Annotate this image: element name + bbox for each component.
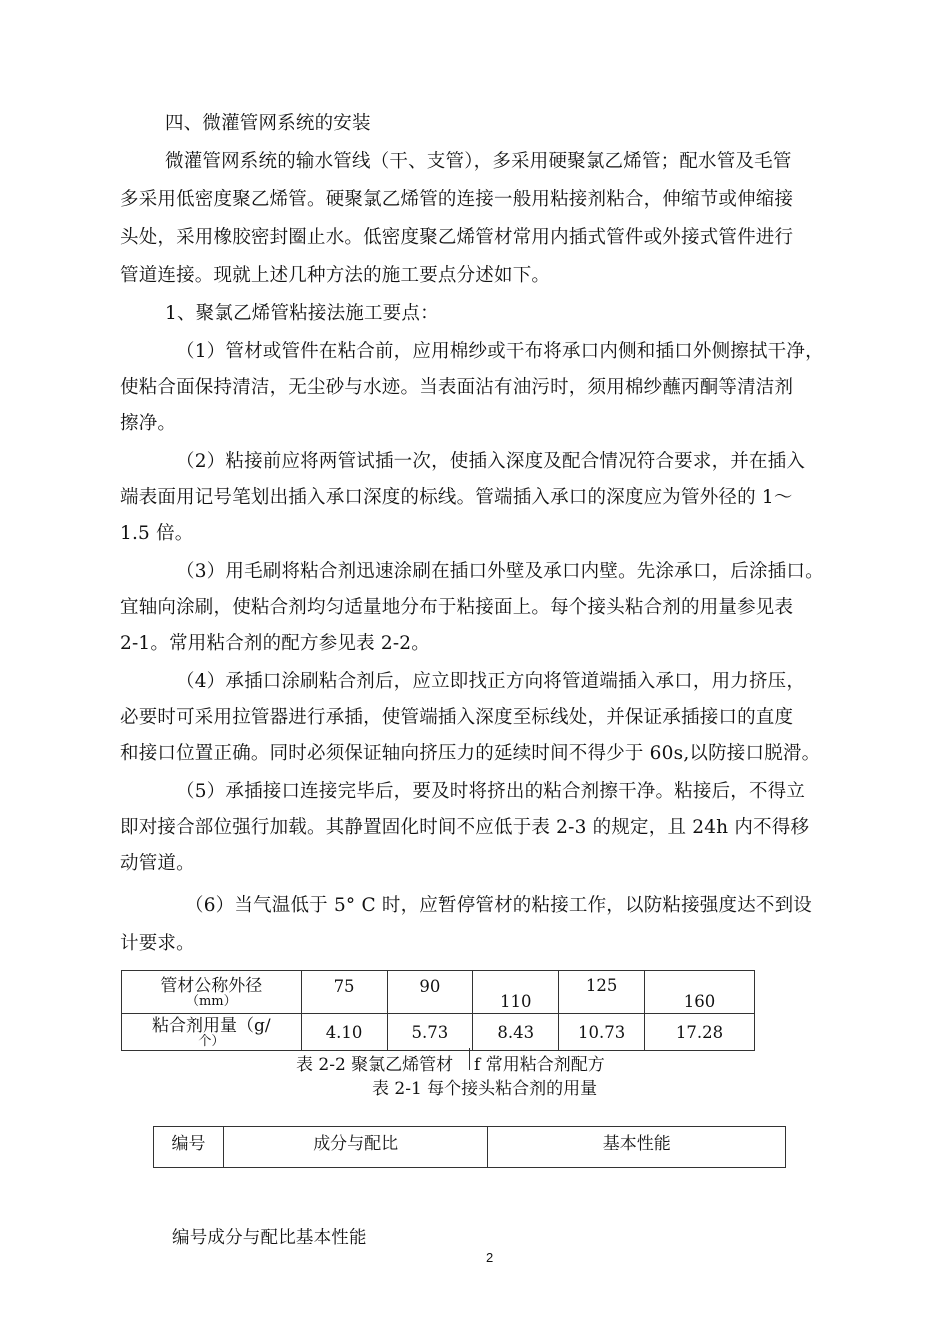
adhesive-formula-table [153,1126,786,1168]
table-cell: 8.43 [473,1014,559,1051]
step2-line-2: 端表面用记号笔划出插入承口深度的标线。管端插入承口的深度应为管外径的 1～ [120,487,793,508]
step5-line-3: 动管道。 [120,853,195,874]
intro-line-3: 头处，采用橡胶密封圈止水。低密度聚乙烯管材常用内插式管件或外接式管件进行 [120,227,794,248]
step1-line-1: （1）管材或管件在粘合前，应用棉纱或干布将承口内侧和插口外侧擦拭干净， [176,341,824,362]
table-row [122,971,755,1014]
row-unit-diameter: （mm） [185,994,237,1009]
subtitle: 1、聚氯乙烯管粘接法施工要点： [165,303,439,324]
table-cell: 5.73 [387,1014,473,1051]
table-row-header [122,971,302,1014]
footer-text: 编号成分与配比基本性能 [172,1228,367,1248]
table-cell: 10.73 [559,1014,645,1051]
caption-table-2-2-part1: 表 2-2 聚氯乙烯管材 [296,1055,454,1075]
table-header-cell: 编号 [154,1127,224,1168]
table-row [154,1127,786,1168]
section-title: 四、微灌管网系统的安装 [165,113,371,134]
table-header-cell: 基本性能 [488,1127,786,1168]
step1-line-2: 使粘合面保持清洁，无尘砂与水迹。当表面沾有油污时，须用棉纱蘸丙酮等清洁剂 [120,377,794,398]
table-cell: 75 [301,971,387,1014]
table-header-cell: 成分与配比 [223,1127,488,1168]
step2-line-1: （2）粘接前应将两管试插一次，使插入深度及配合情况符合要求，并在插入 [176,451,806,472]
row-label-amount: 粘合剂用量（g/ [152,1016,271,1036]
adhesive-usage-table [121,970,755,1051]
step2-line-3: 1.5 倍。 [120,523,194,544]
row-unit-amount: 个） [198,1034,225,1049]
intro-line-4: 管道连接。现就上述几种方法的施工要点分述如下。 [120,265,551,286]
table-cell: 160 [645,971,755,1014]
intro-line-2: 多采用低密度聚乙烯管。硬聚氯乙烯管的连接一般用粘接剂粘合，伸缩节或伸缩接 [120,189,794,210]
page-number: 2 [486,1250,494,1265]
step5-line-1: （5）承插接口连接完毕后，要及时将挤出的粘合剂擦干净。粘接后，不得立 [176,781,806,802]
caption-divider [469,1048,470,1070]
step5-line-2: 即对接合部位强行加载。其静置固化时间不应低于表 2-3 的规定，且 24h 内不得移 [120,817,810,838]
table-row-header [122,1014,302,1051]
step4-line-3: 和接口位置正确。同时必须保证轴向挤压力的延续时间不得少于 60s,以防接口脱滑。 [120,743,821,764]
table-cell: 90 [387,971,473,1014]
table-cell: 125 [559,971,645,1014]
table-cell: 110 [473,971,559,1014]
intro-line-1: 微灌管网系统的输水管线（干、支管），多采用硬聚氯乙烯管；配水管及毛管 [165,151,792,172]
table-row [122,1014,755,1051]
row-label-diameter: 管材公称外径 [160,976,263,996]
caption-table-2-2-part2: f 常用粘合剂配方 [474,1055,605,1075]
step1-line-3: 擦净。 [120,413,177,434]
step3-line-3: 2-1。常用粘合剂的配方参见表 2-2。 [120,633,430,654]
table-cell: 4.10 [301,1014,387,1051]
table-cell: 17.28 [645,1014,755,1051]
step3-line-1: （3）用毛刷将粘合剂迅速涂刷在插口外壁及承口内壁。先涂承口，后涂插口。 [176,561,824,582]
caption-table-2-1: 表 2-1 每个接头粘合剂的用量 [372,1079,598,1099]
step3-line-2: 宜轴向涂刷，使粘合剂均匀适量地分布于粘接面上。每个接头粘合剂的用量参见表 [120,597,794,618]
step6-line-1: （6）当气温低于 5° C 时，应暂停管材的粘接工作，以防粘接强度达不到设 [185,895,812,916]
step4-line-2: 必要时可采用拉管器进行承插，使管端插入深度至标线处，并保证承插接口的直度 [120,707,794,728]
step4-line-1: （4）承插口涂刷粘合剂后，应立即找正方向将管道端插入承口，用力挤压， [176,671,806,692]
step6-line-2: 计要求。 [120,933,195,954]
